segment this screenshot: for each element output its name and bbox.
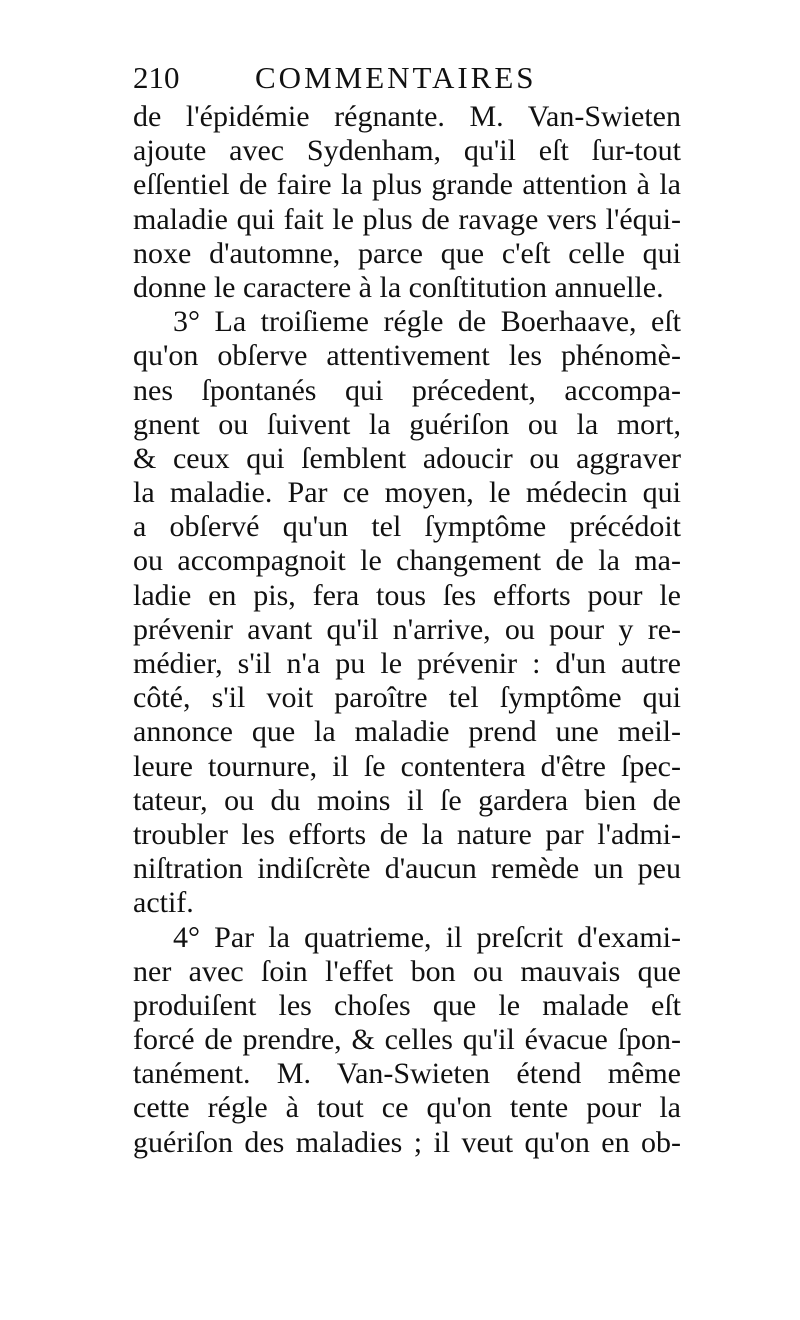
body-text [133, 100, 681, 1160]
text-line: tanément. M. Van-Swieten étend même [133, 1057, 681, 1091]
page-number: 210 [133, 60, 180, 95]
text-line: eſſentiel de faire la plus grande attention à la [133, 168, 681, 202]
page-header [133, 56, 693, 100]
text-line: tateur, ou du moins il ſe gardera bien de [133, 783, 681, 817]
text-line: guériſon des maladies ; il veut qu'on en ob- [133, 1125, 681, 1159]
text-line: annonce que la maladie prend une meil- [133, 715, 681, 749]
paragraph-3-start: 3° La troiſieme régle de Boerhaave, eſt [173, 305, 681, 339]
text-line: leure tournure, il ſe contentera d'être ſpec- [133, 749, 681, 783]
running-head: COMMENTAIRES [255, 60, 537, 95]
text-line: troubler les efforts de la nature par l'admi- [133, 817, 681, 851]
text-line: nes ſpontanés qui précedent, accompa- [133, 373, 681, 407]
text-line: médier, s'il n'a pu le prévenir : d'un autre [133, 647, 681, 680]
text-line: ou accompagnoit le changement de la ma- [133, 544, 681, 578]
text-line: de l'épidémie régnante. M. Van-Swieten [133, 100, 681, 133]
text-line: cette régle à tout ce qu'on tente pour la [133, 1091, 681, 1125]
text-line: niſtration indiſcrète d'aucun remède un peu [133, 852, 681, 886]
text-line: la maladie. Par ce moyen, le médecin qui [133, 476, 681, 510]
text-line: qu'on obſerve attentivement les phénomè- [133, 339, 681, 373]
paragraph-4-start: 4° Par la quatrieme, il preſcrit d'exami- [173, 920, 681, 954]
text-line: produiſent les choſes que le malade eſt [133, 988, 681, 1022]
text-line: a obſervé qu'un tel ſymptôme précédoit [133, 510, 681, 544]
text-line: forcé de prendre, & celles qu'il évacue ſpon- [133, 1023, 681, 1057]
text-line: prévenir avant qu'il n'arrive, ou pour y re- [133, 612, 681, 646]
text-line: donne le caractere à la conſtitution annuelle. [133, 270, 664, 304]
text-line: noxe d'automne, parce que c'eſt celle qui [133, 236, 681, 270]
text-line: gnent ou ſuivent la guériſon ou la mort, [133, 407, 681, 441]
text-line: & ceux qui ſemblent adoucir ou aggraver [133, 441, 681, 475]
text-line: maladie qui fait le plus de ravage vers l'équi- [133, 202, 681, 236]
text-line: ladie en pis, fera tous ſes efforts pour le [133, 578, 681, 612]
text-line: ajoute avec Sydenham, qu'il eſt ſur-tout [133, 134, 681, 168]
text-line: ner avec ſoin l'effet bon ou mauvais que [133, 954, 681, 988]
text-line: actif. [133, 886, 194, 920]
text-line: côté, s'il voit paroître tel ſymptôme qui [133, 681, 681, 715]
